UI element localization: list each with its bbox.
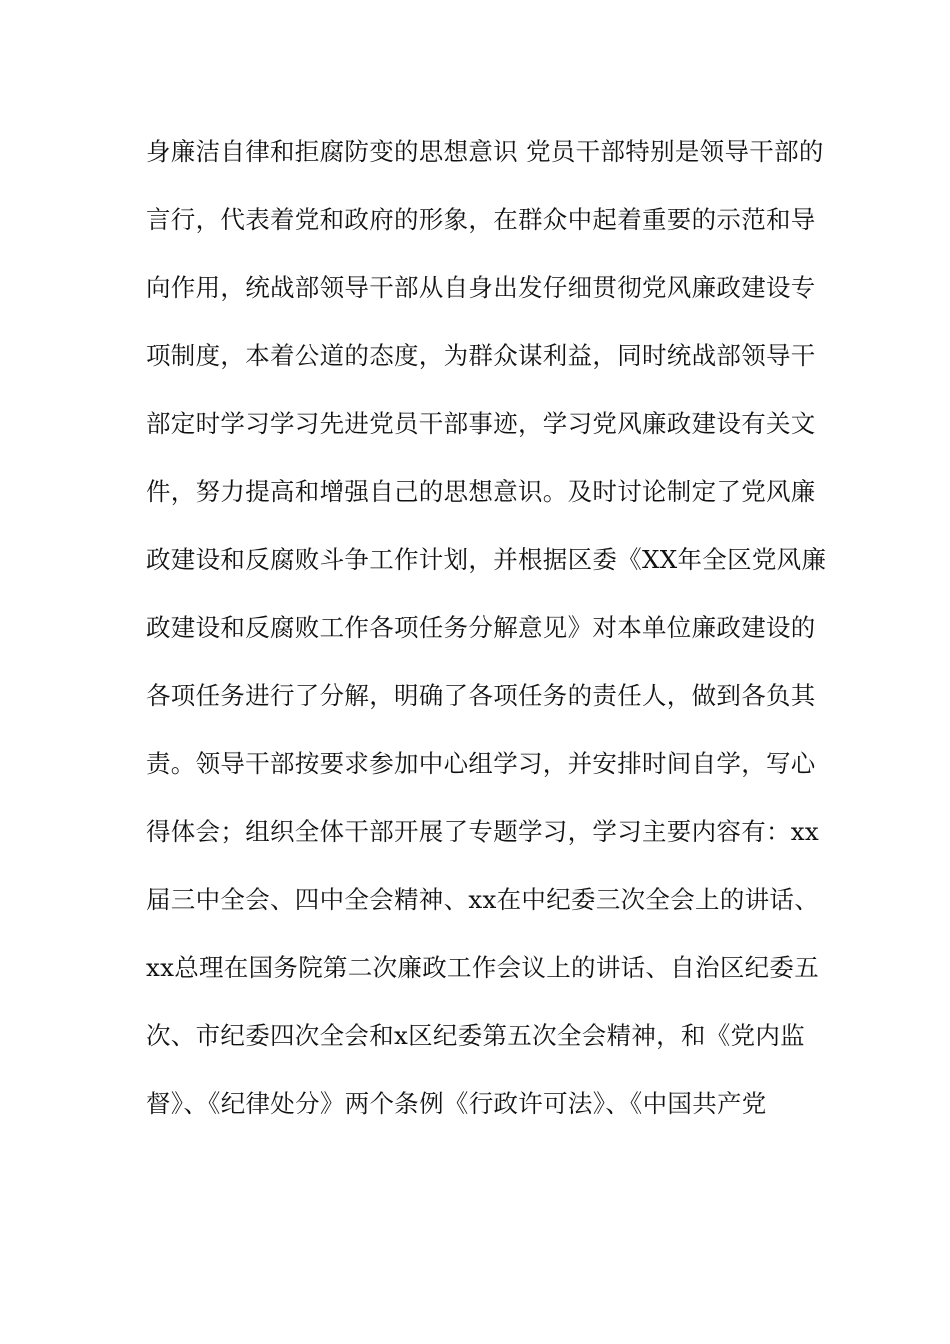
text-line-13: xx总理在国务院第二次廉政工作会议上的讲话、自治区纪委五 (146, 953, 820, 982)
text-line-6: 件，努力提高和增强自己的思想意识。及时讨论制定了党风廉 (146, 477, 816, 506)
text-line-9: 各项任务进行了分解，明确了各项任务的责任人，做到各负其 (146, 681, 816, 710)
text-line-10: 责。领导干部按要求参加中心组学习，并安排时间自学，写心 (146, 749, 816, 778)
text-line-11: 得体会；组织全体干部开展了专题学习，学习主要内容有：xx (146, 817, 820, 846)
text-line-8: 政建设和反腐败工作各项任务分解意见》对本单位廉政建设的 (146, 613, 816, 642)
body-text (146, 128, 826, 1148)
text-line-5: 部定时学习学习先进党员干部事迹，学习党风廉政建设有关文 (146, 409, 816, 438)
text-line-1: 身廉洁自律和拒腐防变的思想意识 党员干部特别是领导干部的 (146, 137, 824, 166)
text-line-2: 言行，代表着党和政府的形象，在群众中起着重要的示范和导 (146, 205, 816, 234)
text-line-7: 政建设和反腐败斗争工作计划，并根据区委《XX年全区党风廉 (146, 545, 827, 574)
text-line-12: 届三中全会、四中全会精神、xx在中纪委三次全会上的讲话、 (146, 885, 820, 914)
text-line-14: 次、市纪委四次全会和x区纪委第五次全会精神，和《党内监 (146, 1021, 805, 1050)
text-line-3: 向作用，统战部领导干部从自身出发仔细贯彻党风廉政建设专 (146, 273, 816, 302)
text-line-4: 项制度，本着公道的态度，为群众谋利益，同时统战部领导干 (146, 341, 816, 370)
text-line-15: 督》、《纪律处分》两个条例《行政许可法》、《中国共产党 (146, 1089, 767, 1118)
